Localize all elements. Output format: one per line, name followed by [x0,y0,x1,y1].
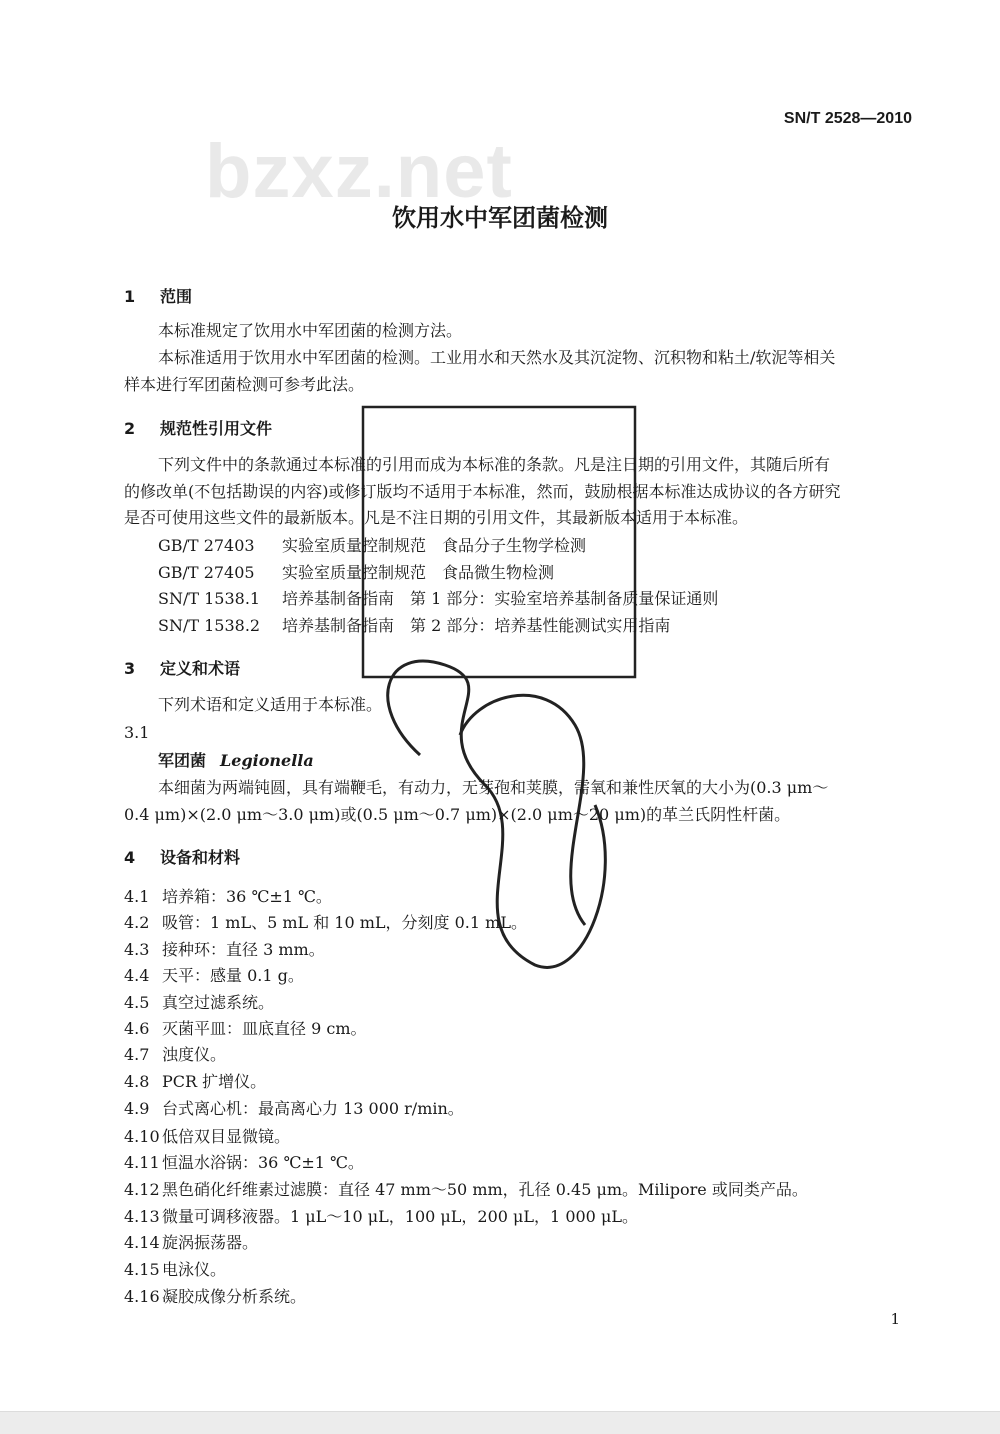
equipment-item: 4.1 培养箱：36 ℃±1 ℃。 [124,887,332,906]
equipment-item: 4.10 低倍双目显微镜。 [124,1127,291,1146]
equipment-item: 4.16 凝胶成像分析系统。 [124,1287,307,1306]
reference-item: SN/T 1538.1 培养基制备指南 第 1 部分：实验室培养基制备质量保证通则 [158,589,719,608]
term-definition-line-2: 0.4 μm)×(2.0 μm～3.0 μm)或(0.5 μm～0.7 μm)×(2.0 μm～20 μm)的革兰氏阴性杆菌。 [124,805,791,824]
equipment-item: 4.3 接种环：直径 3 mm。 [124,940,325,959]
section-2-paragraph-line-3: 是否可使用这些文件的最新版本。凡是不注日期的引用文件，其最新版本适用于本标准。 [124,508,749,527]
site-watermark: bzxz.net [205,129,513,214]
equipment-item: 4.2 吸管：1 mL、5 mL 和 10 mL，分刻度 0.1 mL。 [124,913,527,932]
term-definition-line-1: 本细菌为两端钝圆，具有端鞭毛，有动力，无芽孢和荚膜，需氧和兼性厌氧的大小为(0.3 μm～ [158,778,829,797]
subsection-3-1-number: 3.1 [124,723,150,742]
equipment-item: 4.9 台式离心机：最高离心力 13 000 r/min。 [124,1099,464,1118]
reference-item: GB/T 27405 实验室质量控制规范 食品微生物检测 [158,563,555,582]
page-number: 1 [890,1310,900,1328]
equipment-item: 4.14 旋涡振荡器。 [124,1233,259,1252]
section-3-heading: 3 定义和术语 [124,659,241,678]
section-2-heading: 2 规范性引用文件 [124,419,273,438]
equipment-item: 4.13 微量可调移液器。1 μL～10 μL，100 μL，200 μL，1 000 μL。 [124,1207,638,1226]
section-2-paragraph-line-1: 下列文件中的条款通过本标准的引用而成为本标准的条款。凡是注日期的引用文件，其随后所有 [158,455,831,474]
bottom-bar [0,1411,1000,1434]
equipment-item: 4.12 黑色硝化纤维素过滤膜：直径 47 mm～50 mm，孔径 0.45 μm。Milipore 或同类产品。 [124,1180,808,1199]
reference-item: SN/T 1538.2 培养基制备指南 第 2 部分：培养基性能测试实用指南 [158,616,671,635]
section-3-paragraph: 下列术语和定义适用于本标准。 [158,695,383,714]
equipment-item: 4.7 浊度仪。 [124,1045,227,1064]
equipment-item: 4.4 天平：感量 0.1 g。 [124,966,304,985]
equipment-item: 4.15 电泳仪。 [124,1260,227,1279]
equipment-item: 4.8 PCR 扩增仪。 [124,1072,267,1091]
page-title: 饮用水中军团菌检测 [392,203,608,232]
term-heading: 军团菌 Legionella [158,751,314,770]
section-2-paragraph-line-2: 的修改单(不包括勘误的内容)或修订版均不适用于本标准，然而，鼓励根据本标准达成协议的各方研究 [124,482,841,501]
document-code: SN/T 2528—2010 [783,110,912,127]
equipment-item: 4.11 恒温水浴锅：36 ℃±1 ℃。 [124,1153,364,1172]
section-1-paragraph-2-cont: 样本进行军团菌检测可参考此法。 [124,375,365,394]
equipment-item: 4.6 灭菌平皿：皿底直径 9 cm。 [124,1019,367,1038]
section-1-paragraph-2: 本标准适用于饮用水中军团菌的检测。工业用水和天然水及其沉淀物、沉积物和粘土/软泥等相关 [158,348,836,367]
section-1-paragraph-1: 本标准规定了饮用水中军团菌的检测方法。 [158,321,463,340]
equipment-item: 4.5 真空过滤系统。 [124,993,275,1012]
reference-item: GB/T 27403 实验室质量控制规范 食品分子生物学检测 [158,536,587,555]
section-1-heading: 1 范围 [124,287,193,306]
section-4-heading: 4 设备和材料 [124,848,241,867]
